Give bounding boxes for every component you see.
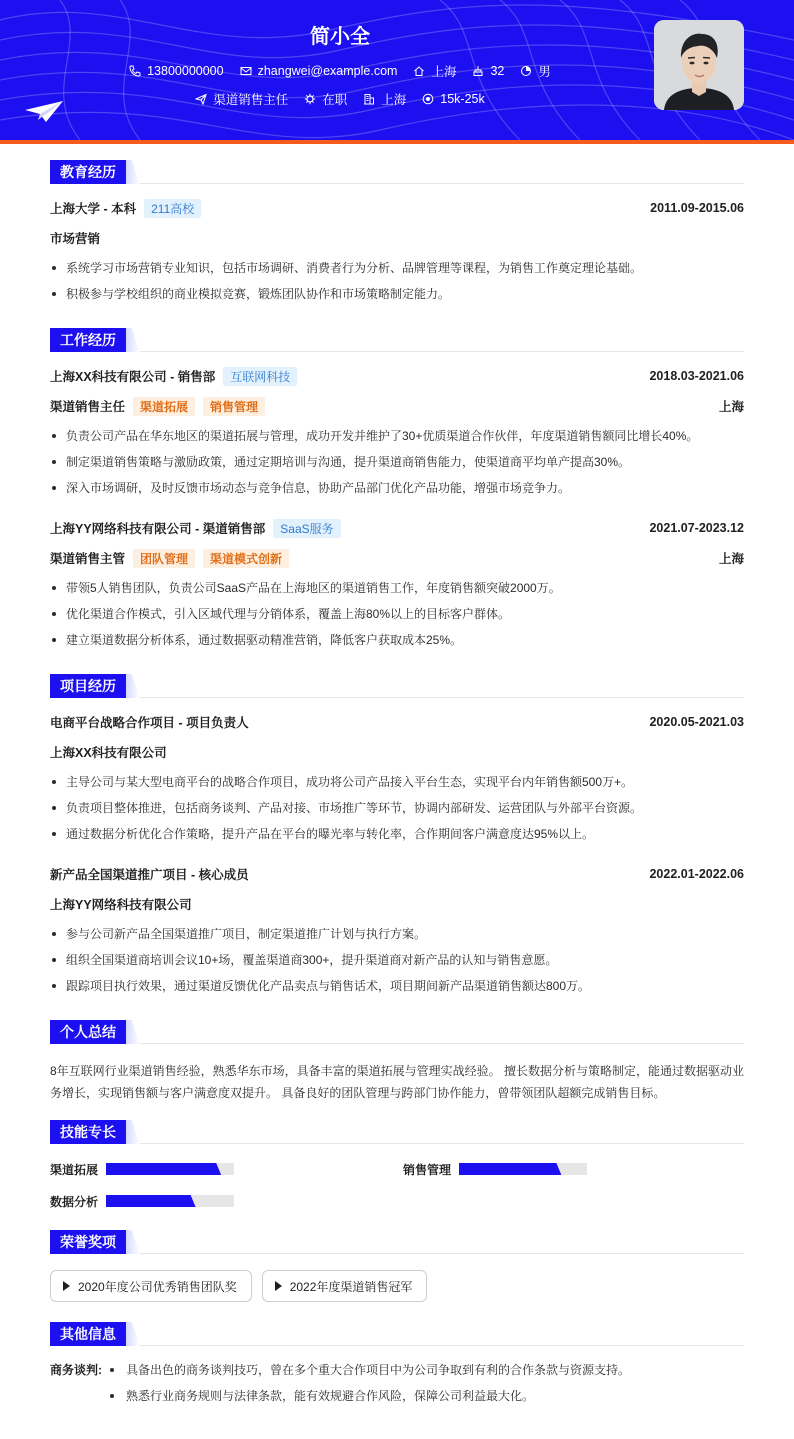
skill-level-bar: [459, 1163, 587, 1175]
work-role-row: [50, 550, 744, 566]
section-title-decoration: [126, 328, 140, 352]
section-title-label: 工作经历: [50, 328, 126, 352]
list-item: 主导公司与某大型电商平台的战略合作项目，成功将公司产品接入平台生态，实现平台内年销售额500万+。: [50, 774, 744, 800]
award-text: 2022年度渠道销售冠军: [289, 1279, 413, 1294]
list-item: 负责项目整体推进，包括商务谈判、产品对接、市场推广等环节，协调内部研发、运营团队与外部平台资源。: [50, 800, 744, 826]
building-icon: [363, 93, 375, 105]
list-item: 参与公司新产品全国渠道推广项目，制定渠道推广计划与执行方案。: [50, 926, 744, 952]
skill-item: [403, 1160, 744, 1178]
work-header: [50, 520, 744, 536]
skill-level-bar: [106, 1163, 234, 1175]
paper-plane-icon: [24, 100, 64, 124]
section-title-label: 其他信息: [50, 1322, 126, 1346]
gender-item: [520, 62, 551, 80]
skill-level-bar: [106, 1195, 234, 1207]
list-item: 深入市场调研，及时反馈市场动态与竞争信息，协助产品部门优化产品功能，增强市场竞争力。: [50, 480, 744, 506]
work-header: [50, 368, 744, 384]
skill-tag: 渠道模式创新: [203, 549, 289, 568]
project-company-row: [50, 744, 744, 760]
work-city-item: [363, 90, 406, 108]
work-role-row: [50, 398, 744, 414]
home-icon: [413, 65, 425, 77]
header-accent-line: [0, 140, 794, 144]
play-icon: [63, 1281, 70, 1291]
resume-header: [0, 0, 794, 140]
email-text: zhangwei@example.com: [257, 64, 398, 78]
work-bullets: [50, 428, 744, 506]
job-intent-row: [0, 90, 680, 108]
project-bullets: [50, 774, 744, 852]
location-text: 上海: [431, 65, 457, 79]
skill-name: 数据分析: [50, 1194, 99, 1209]
section-other-title: [50, 1322, 744, 1346]
position-item: [195, 90, 288, 108]
list-item: 制定渠道销售策略与激励政策，通过定期培训与沟通，提升渠道商销售能力，使渠道商平均单产提高30%。: [50, 454, 744, 480]
project-name: 新产品全国渠道推广项目 - 核心成员: [50, 868, 249, 882]
work-city-text: 上海: [381, 93, 407, 107]
personal-summary: 8年互联网行业渠道销售经验，熟悉华东市场，具备丰富的渠道拓展与管理实战经验。 擅长数据分析与策略制定，能通过数据驱动业务增长，实现销售额与客户满意度双提升。 具备良好的团队管理与跨部门协作能力，曾带领团队超额完成销售目标。: [50, 1064, 745, 1100]
award-item: [262, 1270, 428, 1302]
list-item: 通过数据分析优化合作策略，提升产品在平台的曝光率与转化率，合作期间客户满意度达95%以上。: [50, 826, 744, 852]
gender-icon: [520, 65, 532, 77]
position-text: 渠道销售主任: [213, 93, 289, 107]
section-title-decoration: [126, 1020, 140, 1044]
section-title-label: 教育经历: [50, 160, 126, 184]
candidate-name: 简小全: [310, 26, 370, 48]
section-title-label: 个人总结: [50, 1020, 126, 1044]
project-header: [50, 866, 744, 882]
salary-item: [422, 90, 484, 108]
project-header: [50, 714, 744, 730]
work-city: 上海: [718, 552, 744, 566]
award-item: [50, 1270, 252, 1302]
list-item: 熟悉行业商务规则与法律条款，能有效规避合作风险，保障公司利益最大化。: [108, 1388, 630, 1414]
status-text: 在职: [322, 93, 348, 107]
list-item: 跟踪项目执行效果，通过渠道反馈优化产品卖点与销售话术，项目期间新产品渠道销售额达800万。: [50, 978, 744, 1004]
education-bullets: [50, 260, 744, 312]
education-major-row: [50, 230, 744, 246]
skills-grid: [50, 1160, 744, 1210]
company-name: 上海XX科技有限公司 - 销售部: [50, 370, 216, 384]
section-education-title: [50, 160, 744, 184]
project-bullets: [50, 926, 744, 1004]
list-item: 带领5人销售团队，负责公司SaaS产品在上海地区的渠道销售工作，年度销售额突破2000万。: [50, 580, 744, 606]
section-title-decoration: [126, 674, 140, 698]
avatar: [654, 20, 744, 110]
major-name: 市场营销: [50, 232, 101, 246]
section-projects-title: [50, 674, 744, 698]
gender-text: 男: [538, 65, 551, 79]
list-item: 建立渠道数据分析体系，通过数据驱动精准营销，降低客户获取成本25%。: [50, 632, 744, 658]
project-date: 2020.05-2021.03: [649, 715, 744, 729]
project-date: 2022.01-2022.06: [649, 867, 744, 881]
project-company: 上海YY网络科技有限公司: [50, 898, 192, 912]
list-item: 优化渠道合作模式，引入区域代理与分销体系，覆盖上海80%以上的目标客户群体。: [50, 606, 744, 632]
industry-tag: 互联网科技: [223, 367, 297, 386]
job-role: 渠道销售主管: [50, 552, 126, 566]
play-icon: [275, 1281, 282, 1291]
award-text: 2020年度公司优秀销售团队奖: [78, 1279, 237, 1294]
phone-item: [129, 62, 223, 80]
skill-level-fill: [106, 1195, 196, 1207]
section-skills-title: [50, 1120, 744, 1144]
status-item: [304, 90, 347, 108]
age-icon: [472, 65, 484, 77]
salary-text: 15k-25k: [440, 92, 485, 106]
awards-list: [50, 1270, 744, 1302]
section-title-label: 荣誉奖项: [50, 1230, 126, 1254]
section-title-decoration: [126, 1322, 140, 1346]
email-item: [240, 62, 398, 80]
school-tag: 211高校: [144, 199, 201, 218]
phone-text: 13800000000: [147, 64, 224, 78]
section-awards-title: [50, 1230, 744, 1254]
location-item: [413, 62, 456, 80]
work-date: 2021.07-2023.12: [649, 521, 744, 535]
list-item: 系统学习市场营销专业知识，包括市场调研、消费者行为分析、品牌管理等课程，为销售工作奠定理论基础。: [50, 260, 744, 286]
skill-name: 渠道拓展: [50, 1162, 99, 1177]
skill-tag: 团队管理: [133, 549, 195, 568]
avatar-portrait: [654, 20, 744, 110]
age-text: 32: [490, 64, 505, 78]
section-title-decoration: [126, 1120, 140, 1144]
project-name: 电商平台战略合作项目 - 项目负责人: [50, 716, 249, 730]
phone-icon: [129, 65, 141, 77]
work-city: 上海: [718, 400, 744, 414]
age-item: [472, 62, 504, 80]
list-item: 负责公司产品在华东地区的渠道拓展与管理，成功开发并维护了30+优质渠道合作伙伴，年度渠道销售额同比增长40%。: [50, 428, 744, 454]
section-summary-title: [50, 1020, 744, 1044]
list-item: 具备出色的商务谈判技巧，曾在多个重大合作项目中为公司争取到有利的合作条款与资源支持。: [108, 1362, 630, 1388]
skill-level-fill: [106, 1163, 221, 1175]
contact-row: [0, 62, 680, 80]
section-title-decoration: [126, 1230, 140, 1254]
job-role: 渠道销售主任: [50, 400, 126, 414]
education-header: [50, 200, 744, 216]
send-icon: [195, 93, 207, 105]
status-icon: [304, 93, 316, 105]
skill-tag: 渠道拓展: [133, 397, 195, 416]
salary-icon: [422, 93, 434, 105]
skill-name: 销售管理: [403, 1162, 452, 1177]
resume-content: [50, 160, 744, 1428]
section-title-decoration: [126, 160, 140, 184]
other-info-label: 商务谈判:: [50, 1363, 102, 1377]
industry-tag: SaaS服务: [273, 519, 340, 538]
work-bullets: [50, 580, 744, 658]
section-title-label: 项目经历: [50, 674, 126, 698]
project-company-row: [50, 896, 744, 912]
list-item: 积极参与学校组织的商业模拟竞赛，锻炼团队协作和市场策略制定能力。: [50, 286, 744, 312]
school-name: 上海大学 - 本科: [50, 202, 137, 216]
section-title-label: 技能专长: [50, 1120, 126, 1144]
skill-tag: 销售管理: [203, 397, 265, 416]
education-date: 2011.09-2015.06: [650, 201, 744, 215]
section-work-title: [50, 328, 744, 352]
work-date: 2018.03-2021.06: [649, 369, 744, 383]
skill-item: [50, 1192, 403, 1210]
project-company: 上海XX科技有限公司: [50, 746, 167, 760]
other-info-bullets: [108, 1362, 630, 1414]
list-item: 组织全国渠道商培训会议10+场，覆盖渠道商300+，提升渠道商对新产品的认知与销售意愿。: [50, 952, 744, 978]
skill-level-fill: [459, 1163, 561, 1175]
mail-icon: [240, 65, 252, 77]
company-name: 上海YY网络科技有限公司 - 渠道销售部: [50, 522, 266, 536]
skill-item: [50, 1160, 403, 1178]
other-info: [50, 1362, 744, 1428]
